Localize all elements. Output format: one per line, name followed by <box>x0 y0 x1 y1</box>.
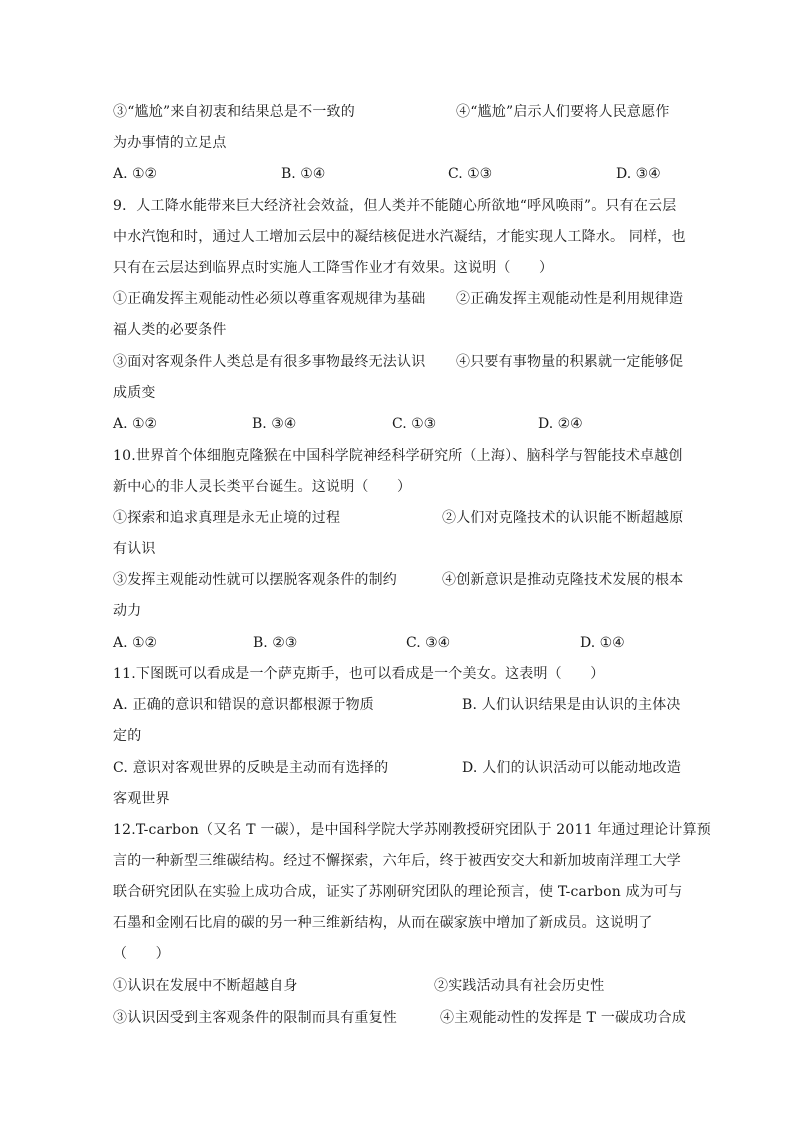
q11-option-d: D. 人们的认识活动可以能动地改造 <box>462 760 682 776</box>
option-c: C. ①③ <box>448 166 493 182</box>
q10-stem-line-2: 新中心的非人灵长类平台诞生。这说明（ ） <box>113 479 412 495</box>
q9-stem-line-3: 只有在云层达到临界点时实施人工降雪作业才有效果。这说明（ ） <box>113 260 554 276</box>
option-a: A. ①② <box>113 166 158 182</box>
q12-statement-1: ①认识在发展中不断超越自身 <box>113 978 298 994</box>
q9-statement-2: ②正确发挥主观能动性是利用规律造 <box>456 291 684 307</box>
q9-statement-2-cont: 福人类的必要条件 <box>113 322 227 338</box>
q10-option-a: A. ①② <box>113 635 158 651</box>
q9-statement-4: ④只要有事物量的积累就一定能够促 <box>456 354 684 370</box>
q10-statement-4-cont: 动力 <box>113 603 142 619</box>
q11-option-d-cont: 客观世界 <box>113 791 170 807</box>
statement-3: ③“尴尬”来自初衷和结果总是不一致的 <box>113 104 355 120</box>
q11-stem: 11.下图既可以看成是一个萨克斯手，也可以看成是一个美女。这表明（ ） <box>113 666 605 682</box>
q12-statement-2: ②实践活动具有社会历史性 <box>434 978 605 994</box>
q9-option-d: D. ②④ <box>538 416 583 432</box>
statement-4-cont: 为办事情的立足点 <box>113 135 227 151</box>
q10-statement-3: ③发挥主观能动性就可以摆脱客观条件的制约 <box>113 572 397 588</box>
q10-statement-2: ②人们对克隆技术的认识能不断超越原 <box>442 510 684 526</box>
q9-statement-3: ③面对客观条件人类总是有很多事物最终无法认识 <box>113 354 426 370</box>
statement-4: ④“尴尬”启示人们要将人民意愿作 <box>456 104 670 120</box>
q12-stem-line-2: 言的一种新型三维碳结构。经过不懈探索，六年后，终于被西安交大和新加坡南洋理工大学 <box>113 853 681 869</box>
q9-statement-1: ①正确发挥主观能动性必须以尊重客观规律为基础 <box>113 291 426 307</box>
q9-statement-4-cont: 成质变 <box>113 385 156 401</box>
q11-option-b-cont: 定的 <box>113 728 142 744</box>
q10-statement-1: ①探索和追求真理是永无止境的过程 <box>113 510 341 526</box>
q12-stem-line-5: （ ） <box>113 946 170 962</box>
q11-option-a: A. 正确的意识和错误的意识都根源于物质 <box>113 697 375 713</box>
q11-option-c: C. 意识对客观世界的反映是主动而有选择的 <box>113 760 389 776</box>
q11-option-b: B. 人们认识结果是由认识的主体决 <box>462 697 681 713</box>
q10-statement-2-cont: 有认识 <box>113 541 156 557</box>
q9-stem-line-2: 中水汽饱和时，通过人工增加云层中的凝结核促进水汽凝结，才能实现人工降水。 同样，也 <box>113 229 686 245</box>
q12-statement-4: ④主观能动性的发挥是 T 一碳成功合成 <box>440 1010 687 1026</box>
q10-option-c: C. ③④ <box>406 635 451 651</box>
option-d: D. ③④ <box>616 166 661 182</box>
q12-stem-line-3: 联合研究团队在实验上成功合成，证实了苏刚研究团队的理论预言，使 T-carbon 成为可与 <box>113 884 683 900</box>
option-b: B. ①④ <box>281 166 326 182</box>
q12-stem-line-4: 石墨和金刚石比肩的碳的另一种三维新结构，从而在碳家族中增加了新成员。这说明了 <box>113 915 653 931</box>
q10-statement-4: ④创新意识是推动克隆技术发展的根本 <box>442 572 684 588</box>
q10-stem-line-1: 10.世界首个体细胞克隆猴在中国科学院神经科学研究所（上海）、脑科学与智能技术卓越创 <box>113 448 683 464</box>
q10-option-b: B. ②③ <box>253 635 298 651</box>
q9-option-a: A. ①② <box>113 416 158 432</box>
q9-option-c: C. ①③ <box>392 416 437 432</box>
q12-stem-line-1: 12.T-carbon（又名 T 一碳），是中国科学院大学苏刚教授研究团队于 2011 年通过理论计算预 <box>113 822 711 838</box>
q9-stem-line-1: 9．人工降水能带来巨大经济社会效益，但人类并不能随心所欲地“呼风唤雨”。只有在云层 <box>113 198 677 214</box>
q10-option-d: D. ①④ <box>580 635 625 651</box>
q9-option-b: B. ③④ <box>252 416 297 432</box>
q12-statement-3: ③认识因受到主客观条件的限制而具有重复性 <box>113 1010 397 1026</box>
